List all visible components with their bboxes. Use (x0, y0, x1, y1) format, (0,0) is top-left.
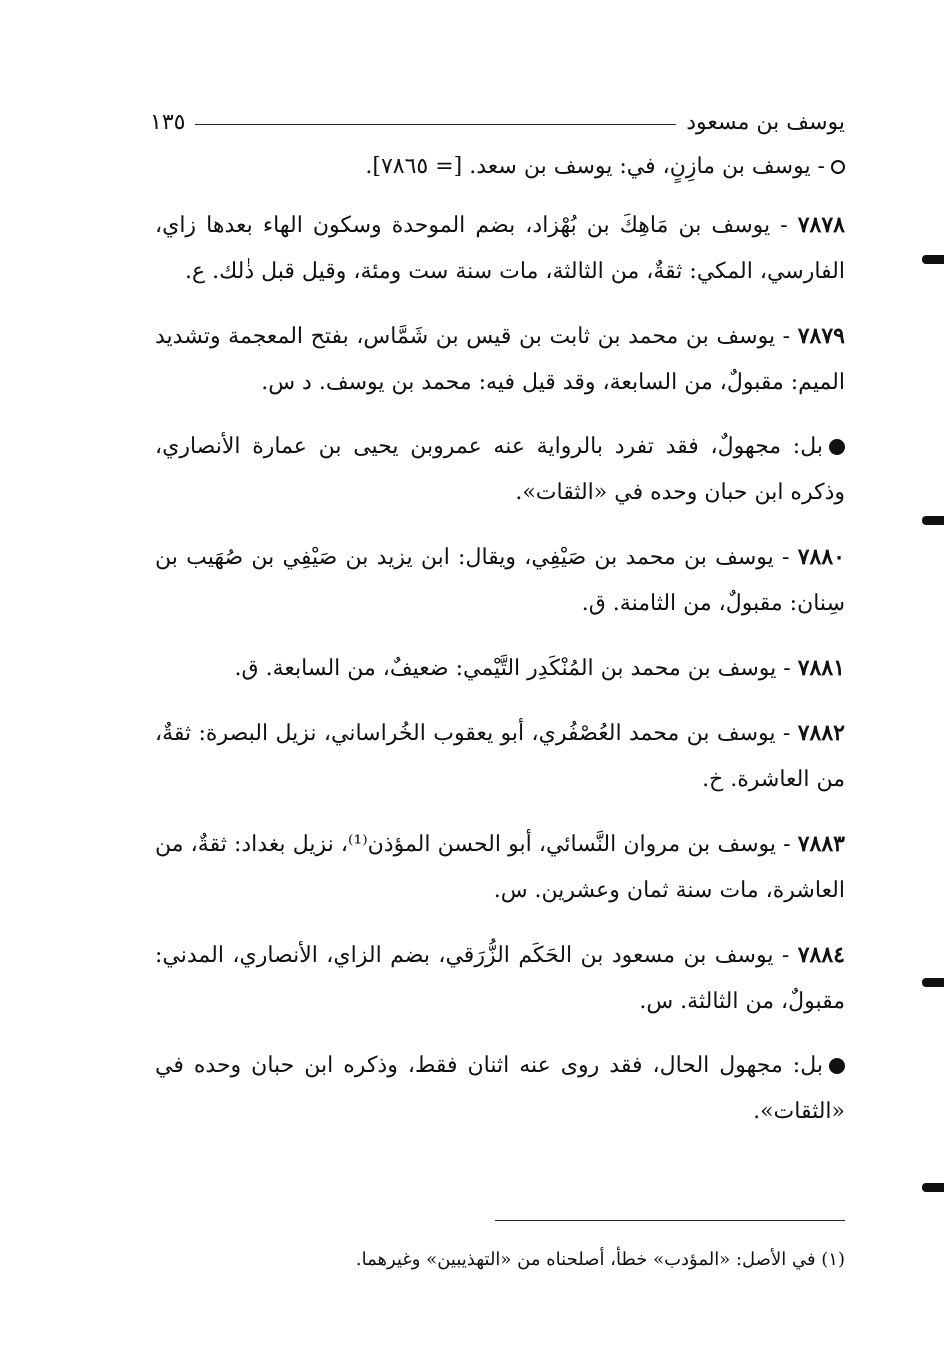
page-number: ١٣٥ (150, 109, 186, 135)
biography-entry (155, 821, 845, 914)
entry-text: - يوسف بن مسعود بن الحَكَم الزُّرَقي، بضم الزاي، الأنصاري، المدني: مقبولٌ، من الثالثة. س. (155, 943, 845, 1014)
entry-number: ٧٨٨٣ (797, 831, 845, 857)
entry-number: ٧٨٨١ (797, 655, 845, 681)
entry-text: - يوسف بن محمد العُصْفُري، أبو يعقوب الخُراساني، نزيل البصرة: ثقةٌ، من العاشرة. خ. (155, 721, 845, 792)
entry-text: - يوسف بن مَاهِكَ بن بُهْزاد، بضم الموحدة وسكون الهاء بعدها زاي، الفارسي، المكي: ثقةٌ، من الثالثة، مات سنة ست ومئة، وقيل قبل ذٰلك. ع. (155, 213, 845, 284)
scan-edge-mark (922, 1183, 944, 1192)
running-head: يوسف بن مسعود (686, 109, 845, 135)
scan-edge-mark (922, 516, 944, 525)
entry-text: - يوسف بن محمد بن ثابت بن قيس بن شَمَّاس، بفتح المعجمة وتشديد الميم: مقبولٌ، من السابعة، وقد قيل فيه: محمد بن يوسف. د س. (155, 324, 845, 395)
entry-text: - يوسف بن مروان النَّسائي، أبو الحسن المؤذن⁽¹⁾، نزيل بغداد: ثقةٌ، من العاشرة، مات سنة ثمان وعشرين. س. (155, 832, 845, 903)
footnote: (١) في الأصل: «المؤدب» خطأ، أصلحناه من «التهذيبين» وغيرهما. (355, 1249, 845, 1270)
editor-comment (155, 424, 845, 516)
comment-text: بل: مجهول الحال، فقد روى عنه اثنان فقط، وذكره ابن حبان وحده في «الثقات». (155, 1053, 845, 1124)
cross-reference-entry: - يوسف بن مازِنٍ، في: يوسف بن سعد. [= ٧٨٦٥]. (155, 144, 845, 190)
entry-number: ٧٨٨٠ (797, 544, 845, 570)
header-rule (195, 124, 676, 125)
biography-entry (155, 932, 845, 1025)
bullet-marker-icon (829, 439, 845, 455)
biography-entry (155, 645, 845, 692)
entry-number: ٧٨٧٨ (797, 212, 845, 238)
biography-entry (155, 534, 845, 627)
bullet-marker-icon (829, 1058, 845, 1074)
scan-edge-mark (922, 978, 944, 987)
entry-text: - يوسف بن محمد بن صَيْفِي، ويقال: ابن يزيد بن صَيْفِي بن صُهَيب بن سِنان: مقبولٌ، من الثامنة. ق. (155, 545, 845, 616)
scan-edge-mark (922, 255, 944, 264)
biography-entry (155, 313, 845, 406)
comment-text: بل: مجهولٌ، فقد تفرد بالرواية عنه عمروبن يحيى بن عمارة الأنصاري، وذكره ابن حبان وحده في «الثقات». (155, 434, 845, 505)
main-text (155, 144, 845, 1153)
entry-number: ٧٨٨٤ (797, 942, 845, 968)
entry-text: - يوسف بن محمد بن المُنْكَدِر التَّيْمي: ضعيفٌ، من السابعة. ق. (234, 656, 791, 681)
circle-marker-icon (831, 160, 845, 174)
biography-entry (155, 710, 845, 803)
editor-comment (155, 1043, 845, 1135)
footnote-separator (495, 1220, 845, 1221)
entry-number: ٧٨٧٩ (797, 323, 845, 349)
page-header (150, 104, 845, 140)
biography-entry (155, 202, 845, 295)
entry-number: ٧٨٨٢ (797, 720, 845, 746)
